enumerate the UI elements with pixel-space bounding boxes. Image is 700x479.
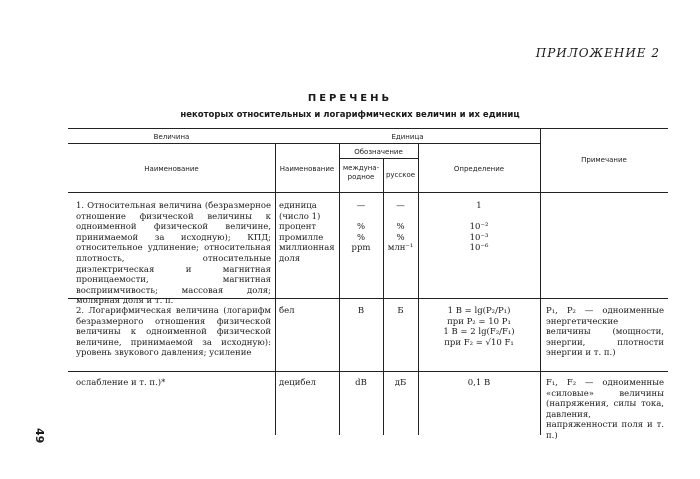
row-1-def-value	[418, 212, 540, 223]
header-definition: Определение	[453, 165, 505, 173]
header-quantity: Величина	[153, 133, 190, 141]
row-1-rus-value: млн⁻¹	[387, 243, 414, 254]
row-2-def-line: 1 B = 2 lg(F₂/F₁)	[443, 327, 515, 338]
row-2-note: P₁, P₂ — одноименные энергетические величины (мощности, энергии, плотности энергии и т. п.)	[546, 306, 664, 359]
row-3-international: dB	[355, 378, 367, 388]
row-2-def-line: при P₂ = 10 P₁	[447, 316, 511, 327]
col-rule-designation	[339, 143, 340, 435]
row-1-intl-value: —	[356, 201, 366, 211]
row-3-unit-name: децибел	[279, 378, 316, 388]
row-1-unit-names	[279, 201, 339, 265]
row-1-def-value: 1	[476, 201, 482, 211]
row-2-bottom-rule	[68, 371, 668, 372]
row-2-russian: Б	[397, 306, 404, 316]
header-bottom-rule	[68, 192, 668, 193]
col-rule-note	[540, 128, 541, 435]
row-1-intl-value	[339, 212, 383, 223]
row-1-quantity: 1. Относительная величина (безразмерное отношение физической величины к одноименной физической величине, принимаемой за исходную); КПД; относительное удлинение; относительная плотность, относительные диэлектрическая и магнитная проницаемости, магнитная восприимчивость; массовая доля; молярная доля и т. п.	[76, 201, 271, 307]
col-rule-unit-name	[275, 143, 276, 435]
row-1-rus-value: —	[396, 201, 405, 211]
header-note: Примечание	[581, 156, 627, 164]
row-2-definition	[418, 306, 540, 348]
col-rule-russian	[383, 158, 384, 435]
row-3-note: F₁, F₂ — одноименные «силовые» величины (напряжения, силы тока, давления, напряженности поля и т. п.)	[546, 378, 664, 441]
header-rule-1	[68, 143, 540, 144]
row-1-unit-name: процент	[279, 222, 317, 233]
page-title: ПЕРЕЧЕНЬ	[307, 93, 393, 104]
row-2-unit-name: бел	[279, 306, 295, 316]
row-1-unit-name: промилле	[279, 232, 324, 243]
row-1-unit-name: миллионная	[279, 243, 335, 254]
row-1-unit-name: единица	[279, 201, 317, 211]
row-2-def-line: при F₂ = √10 F₁	[444, 337, 514, 348]
col-rule-definition	[418, 143, 419, 435]
header-international: междуна- родное	[342, 164, 380, 181]
row-2-def-line: 1 B = lg(P₂/P₁)	[447, 306, 511, 316]
header-rule-2	[339, 158, 418, 159]
row-1-international	[339, 201, 383, 254]
header-unit: Единица	[391, 133, 424, 141]
row-1-unit-name: доля	[279, 253, 301, 264]
row-1-definition	[418, 201, 540, 254]
row-1-rus-value	[383, 212, 418, 223]
row-1-intl-value: %	[356, 232, 366, 243]
row-1-def-value: 10⁻⁶	[469, 243, 489, 254]
row-1-intl-value: ppm	[351, 243, 371, 254]
row-1-intl-value: %	[356, 222, 366, 233]
header-unit-name: Наименование	[279, 165, 335, 173]
row-1-def-value: 10⁻²	[469, 222, 489, 233]
table-top-rule	[68, 128, 668, 129]
page-subtitle: некоторых относительных и логарифмических величин и их единиц	[180, 110, 520, 120]
row-2-international: B	[357, 306, 365, 316]
row-1-unit-name: (число 1)	[279, 211, 321, 222]
page-number: 49	[33, 428, 46, 444]
row-3-russian: дБ	[394, 378, 407, 388]
row-3-quantity: ослабление и т. п.)*	[76, 378, 166, 388]
row-1-def-value: 10⁻³	[469, 232, 489, 243]
row-1-rus-value: %	[396, 232, 405, 243]
header-russian: русское	[385, 171, 416, 179]
row-3-definition: 0,1 B	[467, 378, 491, 388]
appendix-label: ПРИЛОЖЕНИЕ 2	[535, 46, 660, 60]
row-1-rus-value: %	[396, 222, 405, 233]
row-1-russian	[383, 201, 418, 254]
row-2-quantity: 2. Логарифмическая величина (логарифм безразмерного отношения физической величины к одноименной физической величине, принимаемой за исходную): уровень звукового давления; усиление	[76, 306, 271, 359]
header-designation: Обозначение	[354, 148, 403, 156]
header-quantity-name: Наименование	[144, 165, 199, 173]
